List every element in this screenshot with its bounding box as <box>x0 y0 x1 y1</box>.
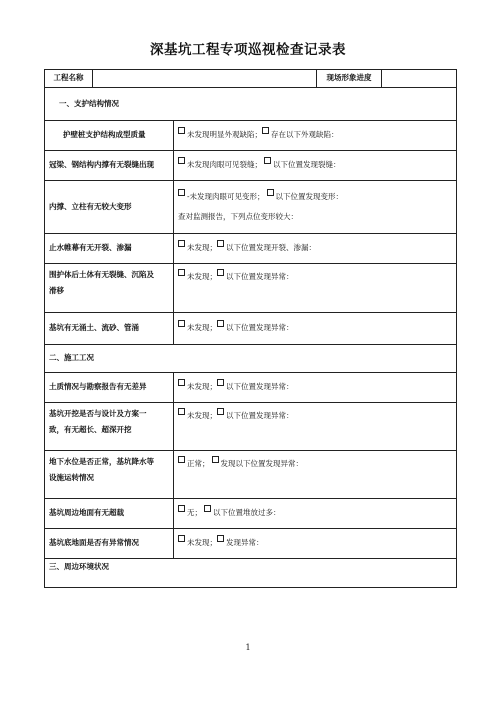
table-row <box>45 373 457 403</box>
row-label: 止水帷幕有无开裂、渗漏 <box>45 234 174 264</box>
checkbox[interactable] <box>178 408 185 415</box>
project-name-field[interactable] <box>93 70 317 88</box>
option-label: 以下位置发现变形： <box>275 191 344 201</box>
checkbox[interactable] <box>178 189 185 196</box>
row-label: 护壁桩支护结构成型质量 <box>45 121 174 151</box>
option-label: 存在以下外观缺陷： <box>271 130 339 140</box>
option-label: 未发现； <box>187 538 217 548</box>
checkbox[interactable] <box>178 320 185 327</box>
table-row <box>45 529 457 559</box>
option-label: 正常； <box>187 459 210 468</box>
row-label: 围护体后土体有无裂缝、沉陷及 滑移 <box>45 264 174 313</box>
table-row <box>45 499 457 529</box>
option-label: -未发现肉眼可见变形； <box>187 191 265 201</box>
table-row <box>45 313 457 345</box>
project-name-label: 工程名称 <box>45 70 93 88</box>
row-label: 基坑开挖是否与设计及方案一 致，有无超长、超深开挖 <box>45 403 174 451</box>
checkbox[interactable] <box>178 269 185 276</box>
option-label: 未发现； <box>187 243 217 253</box>
checkbox[interactable] <box>217 320 224 327</box>
section1-heading: 一、支护结构情况 <box>45 88 457 121</box>
option-label: 以下位置发现异常： <box>226 382 294 392</box>
progress-label: 现场形象进度 <box>317 70 382 88</box>
row-options <box>174 529 457 559</box>
checkbox[interactable] <box>217 240 224 247</box>
option-label: 未发现； <box>187 411 217 420</box>
row-options <box>174 313 457 345</box>
row-note: 查对监测报告，下列点位变形较大： <box>178 212 298 221</box>
row-label: 基坑周边地面有无超载 <box>45 499 174 529</box>
section-heading-row <box>45 345 457 373</box>
option-label: 无； <box>187 508 202 518</box>
section-heading-row <box>45 559 457 588</box>
page-number: 1 <box>245 643 251 652</box>
checkbox[interactable] <box>178 535 185 542</box>
option-label: 未发现； <box>187 323 217 333</box>
row-options <box>174 121 457 151</box>
table-row <box>45 151 457 181</box>
row-options <box>174 151 457 181</box>
row-label: 基坑底地面是否有异常情况 <box>45 529 174 559</box>
option-label: 未发现； <box>187 272 217 281</box>
option-label: 以下位置发现开裂、渗漏： <box>226 243 316 253</box>
section3-heading: 三、周边环境状况 <box>45 559 457 588</box>
section2-heading: 二、施工工况 <box>45 345 457 373</box>
option-label: 发现异常： <box>226 538 264 548</box>
header-row <box>45 70 457 88</box>
option-label: 发现以下位置发现异常： <box>220 459 303 468</box>
row-options <box>174 451 457 499</box>
option-label: 以下位置发现裂缝： <box>273 160 341 170</box>
page-title: 深基坑工程专项巡视检查记录表 <box>150 42 346 58</box>
row-options <box>174 373 457 403</box>
row-label: 地下水位是否正常，基坑降水等 设施运转情况 <box>45 451 174 499</box>
row-options <box>174 234 457 264</box>
checkbox[interactable] <box>178 127 185 134</box>
row-label: 基坑有无涌土、流砂、管涌 <box>45 313 174 345</box>
checkbox[interactable] <box>217 408 224 415</box>
checkbox[interactable] <box>217 535 224 542</box>
option-label: 未发现肉眼可见裂缝； <box>187 160 262 170</box>
table-row <box>45 264 457 313</box>
row-label: 土质情况与勘察报告有无差异 <box>45 373 174 403</box>
checkbox[interactable] <box>267 189 274 196</box>
checkbox[interactable] <box>178 157 185 164</box>
checkbox[interactable] <box>212 456 219 463</box>
row-label: 冠梁、钢结构内撑有无裂缝出现 <box>45 151 174 181</box>
row-options <box>174 403 457 451</box>
checkbox[interactable] <box>178 240 185 247</box>
option-label: 未发现； <box>187 382 217 392</box>
row-label: 内撑、立柱有无较大变形 <box>45 181 174 234</box>
table-row <box>45 234 457 264</box>
progress-field[interactable] <box>382 70 457 88</box>
row-options <box>174 499 457 529</box>
table-row <box>45 121 457 151</box>
inspection-form <box>44 69 457 588</box>
section-heading-row <box>45 88 457 121</box>
option-label: 未发现明显外观缺陷； <box>187 130 262 140</box>
table-row <box>45 403 457 451</box>
checkbox[interactable] <box>264 157 271 164</box>
option-label: 以下位置发现异常： <box>226 411 294 420</box>
option-label: 以下位置发现异常： <box>226 323 294 333</box>
row-options <box>174 264 457 313</box>
table-row <box>45 451 457 499</box>
option-label: 以下位置堆放过多： <box>213 508 281 518</box>
table-row <box>45 181 457 234</box>
checkbox[interactable] <box>178 456 185 463</box>
checkbox[interactable] <box>204 505 211 512</box>
checkbox[interactable] <box>217 269 224 276</box>
option-label: 以下位置发现异常： <box>226 272 294 281</box>
row-options <box>174 181 457 234</box>
checkbox[interactable] <box>217 379 224 386</box>
checkbox[interactable] <box>262 127 269 134</box>
checkbox[interactable] <box>178 505 185 512</box>
checkbox[interactable] <box>178 379 185 386</box>
